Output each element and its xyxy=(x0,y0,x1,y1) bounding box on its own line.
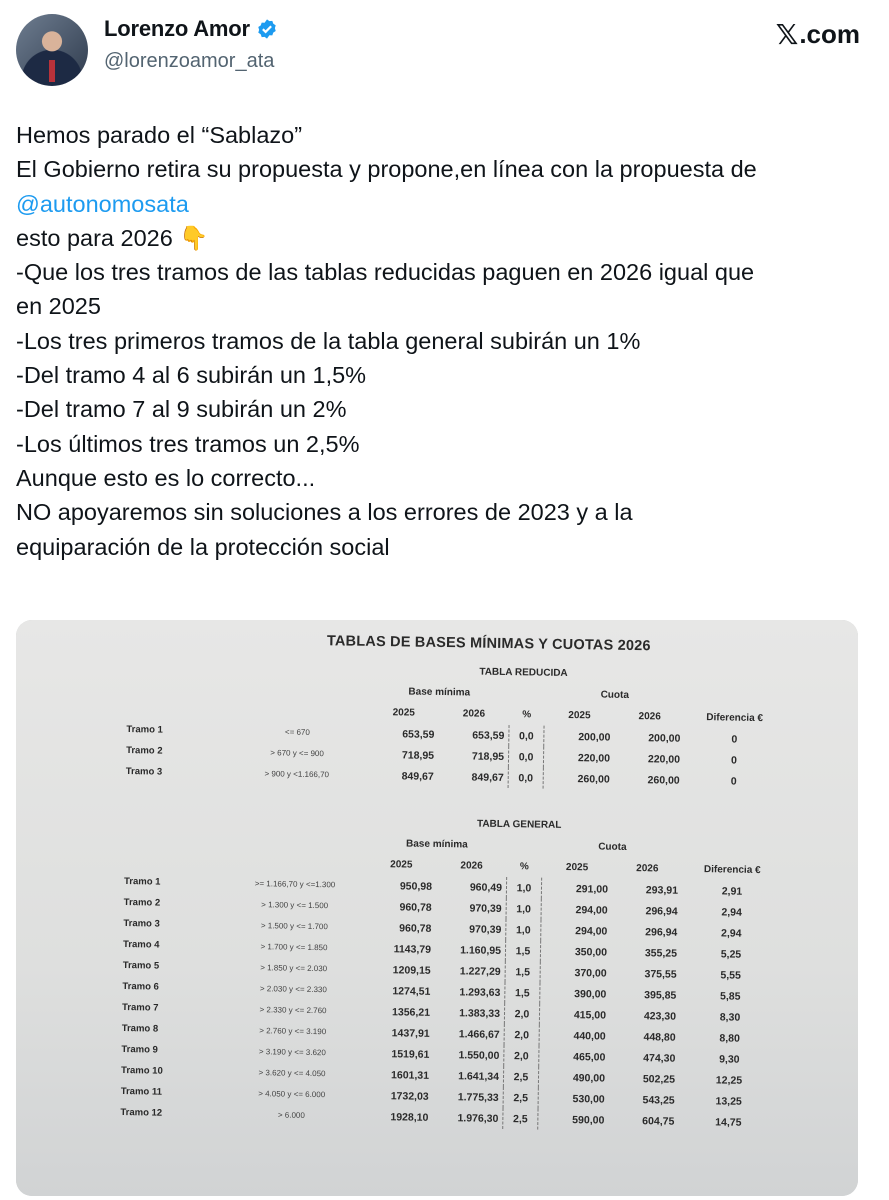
table-cell: Tramo 5 xyxy=(122,960,160,972)
table-cell: 502,25 xyxy=(642,1072,676,1086)
table-cell: 970,39 xyxy=(469,922,502,936)
table-cell: > 2.330 y <= 2.760 xyxy=(259,1005,327,1016)
table-cell: Tramo 1 xyxy=(123,876,161,888)
table-cell: 1.550,00 xyxy=(458,1048,500,1062)
table-cell: Tramo 3 xyxy=(123,918,160,930)
table-cell: 465,00 xyxy=(573,1050,606,1064)
table-cell: 1.227,29 xyxy=(459,964,501,978)
avatar[interactable] xyxy=(16,14,88,86)
table-cell: 718,95 xyxy=(471,749,505,763)
table-cell: 1274,51 xyxy=(392,984,431,998)
table-cell: > 1.300 y <= 1.500 xyxy=(261,900,329,911)
table-cell: 294,00 xyxy=(575,903,608,917)
table-general xyxy=(116,808,783,1133)
table-cell: > 6.000 xyxy=(277,1110,305,1120)
table-cell: Tramo 12 xyxy=(120,1107,163,1119)
general-base-label: Base mínima xyxy=(405,838,468,851)
table-cell: 415,00 xyxy=(573,1008,607,1022)
tweet-line: -Del tramo 7 al 9 subirán un 2% xyxy=(16,396,347,423)
table-cell: 960,78 xyxy=(399,921,432,935)
table-cell: 370,00 xyxy=(574,966,607,980)
table-cell: 0,0 xyxy=(508,767,543,789)
table-cell: Tramo 4 xyxy=(122,939,160,951)
table-cell: 296,94 xyxy=(645,904,678,918)
table-cell: 220,00 xyxy=(647,752,681,766)
table-cell: 718,95 xyxy=(401,748,435,762)
table-cell: 260,00 xyxy=(577,772,610,786)
reducida-base-label: Base mínima xyxy=(408,686,471,699)
reducida-diff-header: Diferencia € xyxy=(706,712,764,725)
table-cell: 2,5 xyxy=(503,1087,538,1109)
table-cell: 543,25 xyxy=(642,1093,675,1107)
table-cell: Tramo 9 xyxy=(121,1044,158,1056)
general-year-2026: 2026 xyxy=(460,860,483,872)
table-cell: 604,75 xyxy=(642,1114,675,1128)
table-cell: 1928,10 xyxy=(390,1110,429,1124)
table-cell: 1.976,30 xyxy=(457,1111,499,1125)
table-cell: 950,98 xyxy=(399,879,433,893)
table-cell: 13,25 xyxy=(715,1094,742,1108)
tweet-line: esto para 2026 👇 xyxy=(16,224,209,251)
tweet-line: -Que los tres tramos de las tablas reducidas paguen en 2026 igual que xyxy=(16,259,755,286)
table-cell: Tramo 1 xyxy=(126,724,163,736)
table-cell: 355,25 xyxy=(644,946,678,960)
reducida-year-2026: 2026 xyxy=(462,708,486,720)
mention-link[interactable]: @autonomosata xyxy=(16,190,189,217)
table-cell: 849,67 xyxy=(471,770,504,784)
table-cell: 1.775,33 xyxy=(457,1090,499,1104)
table-cell: 2,91 xyxy=(721,884,743,898)
tweet-photo[interactable] xyxy=(16,620,858,1196)
table-cell: 8,80 xyxy=(719,1031,740,1045)
table-cell: 653,59 xyxy=(472,728,505,742)
table-cell: 390,00 xyxy=(574,987,607,1001)
table-cell: 0 xyxy=(731,754,738,767)
table-cell: 1.383,33 xyxy=(459,1006,501,1020)
tweet-line: -Del tramo 4 al 6 subirán un 1,5% xyxy=(16,362,367,389)
table-cell: 2,5 xyxy=(503,1108,538,1130)
table-cell: 2,0 xyxy=(504,1045,539,1067)
table-cell: 5,55 xyxy=(720,968,741,982)
reducida-pct-header: % xyxy=(522,709,532,721)
table-cell: 395,85 xyxy=(644,988,677,1002)
table-cell: Tramo 3 xyxy=(125,766,163,778)
tweet-line: NO apoyaremos sin soluciones a los errores de 2023 y a la xyxy=(16,499,633,526)
table-cell: 423,30 xyxy=(643,1009,677,1023)
table-cell: 12,25 xyxy=(715,1073,743,1087)
table-cell: Tramo 8 xyxy=(121,1023,159,1035)
avatar-tie xyxy=(49,60,55,82)
tweet-line: -Los tres primeros tramos de la tabla general subirán un 1% xyxy=(16,327,641,354)
tweet-text xyxy=(16,118,866,564)
table-cell: 2,94 xyxy=(721,926,742,940)
tweet-line: Aunque esto es lo correcto... xyxy=(16,464,316,491)
tweet-line: -Los últimos tres tramos un 2,5% xyxy=(16,430,360,457)
table-cell: 296,94 xyxy=(645,925,678,939)
table-cell: 1,5 xyxy=(505,961,540,983)
author-name[interactable]: Lorenzo Amor xyxy=(104,16,250,41)
table-cell: > 4.050 y <= 6.000 xyxy=(258,1089,326,1100)
table-cell: 1143,79 xyxy=(393,942,432,956)
table-cell: 849,67 xyxy=(401,769,434,783)
table-cell: 0 xyxy=(730,775,737,788)
table-cell: 490,00 xyxy=(572,1071,606,1085)
table-cell: > 3.620 y <= 4.050 xyxy=(258,1068,326,1079)
table-cell: > 670 y <= 900 xyxy=(270,748,324,759)
reducida-cuota-label: Cuota xyxy=(600,689,630,701)
general-year-2025: 2025 xyxy=(390,859,413,871)
table-cell: > 900 y <1.166,70 xyxy=(264,769,330,780)
tweet-line: Hemos parado el “Sablazo” xyxy=(16,122,303,148)
table-cell: 1.293,63 xyxy=(459,985,501,999)
table-cell: > 3.190 y <= 3.620 xyxy=(258,1047,326,1058)
table-cell: 448,80 xyxy=(643,1030,676,1044)
table-cell: 2,0 xyxy=(504,1003,539,1025)
table-cell: 1,0 xyxy=(506,898,541,920)
table-cell: 0,0 xyxy=(509,725,544,747)
table-cell: 200,00 xyxy=(578,730,611,744)
table-cell: > 2.030 y <= 2.330 xyxy=(259,984,327,995)
table-cell: >= 1.166,70 y <=1.300 xyxy=(254,879,336,890)
table-cell: 5,85 xyxy=(720,989,741,1003)
table-cell: 474,30 xyxy=(643,1051,676,1065)
document-sheet xyxy=(116,630,824,1134)
table-cell: 970,39 xyxy=(469,901,502,915)
general-cuota-2025: 2025 xyxy=(565,861,589,874)
table-cell: Tramo 6 xyxy=(122,981,159,993)
table-cell: <= 670 xyxy=(284,727,310,737)
table-cell: 293,91 xyxy=(645,883,679,897)
document-title: TABLAS DE BASES MÍNIMAS Y CUOTAS 2026 xyxy=(326,633,651,655)
table-cell: > 1.700 y <= 1.850 xyxy=(260,942,328,953)
table-cell: 653,59 xyxy=(402,727,435,741)
table-cell: 1,0 xyxy=(506,919,541,941)
reducida-cuota-2026: 2026 xyxy=(638,711,661,723)
tweet-header xyxy=(16,10,874,84)
table-cell: 960,78 xyxy=(399,900,432,914)
table-cell: 1.466,67 xyxy=(458,1027,500,1041)
reducida-title: TABLA REDUCIDA xyxy=(479,666,568,679)
table-cell: 260,00 xyxy=(647,773,680,787)
tweet-line: equiparación de la protección social xyxy=(16,533,390,560)
table-cell: 291,00 xyxy=(575,882,609,896)
table-cell: 375,55 xyxy=(644,967,677,981)
table-cell: Tramo 10 xyxy=(120,1065,163,1077)
table-cell: Tramo 11 xyxy=(120,1086,163,1098)
table-cell: 0,0 xyxy=(508,746,543,768)
table-cell: 2,5 xyxy=(503,1066,538,1088)
table-cell: Tramo 2 xyxy=(123,897,161,909)
general-cuota-2026: 2026 xyxy=(636,863,659,875)
author-handle[interactable]: @lorenzoamor_ata xyxy=(104,50,275,72)
table-cell: 200,00 xyxy=(648,731,681,745)
table-cell: Tramo 7 xyxy=(121,1002,159,1014)
reducida-year-2025: 2025 xyxy=(392,707,415,719)
general-diff-header: Diferencia € xyxy=(703,864,761,877)
table-cell: 1,0 xyxy=(506,877,541,899)
table-cell: 294,00 xyxy=(575,924,608,938)
tweet-line: en 2025 xyxy=(16,293,101,320)
table-cell: 1437,91 xyxy=(391,1026,430,1040)
x-logo-label: .com xyxy=(799,19,860,49)
general-cuota-label: Cuota xyxy=(598,841,627,853)
table-cell: 0 xyxy=(731,733,738,746)
table-cell: > 2.760 y <= 3.190 xyxy=(259,1026,327,1037)
table-reducida xyxy=(122,656,786,792)
table-cell: 8,30 xyxy=(719,1010,741,1024)
author-name-row xyxy=(104,16,278,42)
table-cell: 350,00 xyxy=(574,945,608,959)
general-pct-header: % xyxy=(519,861,529,873)
general-title: TABLA GENERAL xyxy=(476,818,562,831)
table-cell: 5,25 xyxy=(720,947,742,961)
table-cell: > 1.850 y <= 2.030 xyxy=(260,963,328,974)
x-logo-icon: 𝕏 xyxy=(775,18,799,51)
table-cell: 1.641,34 xyxy=(458,1069,500,1083)
x-logo[interactable] xyxy=(776,18,860,51)
table-cell: 530,00 xyxy=(572,1092,605,1106)
table-cell: 14,75 xyxy=(715,1115,742,1129)
table-cell: 1356,21 xyxy=(391,1005,431,1019)
table-cell: 1.160,95 xyxy=(460,943,502,957)
verified-badge-icon xyxy=(256,18,278,40)
table-cell: 2,0 xyxy=(504,1024,539,1046)
table-cell: 2,94 xyxy=(721,905,742,919)
table-cell: 590,00 xyxy=(572,1113,605,1127)
table-cell: 9,30 xyxy=(719,1052,740,1066)
table-cell: 1209,15 xyxy=(392,963,431,977)
table-cell: 1,5 xyxy=(505,940,540,962)
table-cell: 1519,61 xyxy=(391,1047,430,1061)
table-cell: 220,00 xyxy=(577,751,611,765)
tweet-line: El Gobierno retira su propuesta y propone,en línea con la propuesta de xyxy=(16,156,757,183)
table-cell: 1601,31 xyxy=(390,1068,430,1082)
table-cell: > 1.500 y <= 1.700 xyxy=(260,921,328,932)
table-cell: 1,5 xyxy=(505,982,540,1004)
table-cell: 960,49 xyxy=(469,880,503,894)
table-cell: 1732,03 xyxy=(390,1089,429,1103)
table-cell: 440,00 xyxy=(573,1029,606,1043)
table-cell: Tramo 2 xyxy=(126,745,163,757)
reducida-cuota-2025: 2025 xyxy=(568,709,591,722)
